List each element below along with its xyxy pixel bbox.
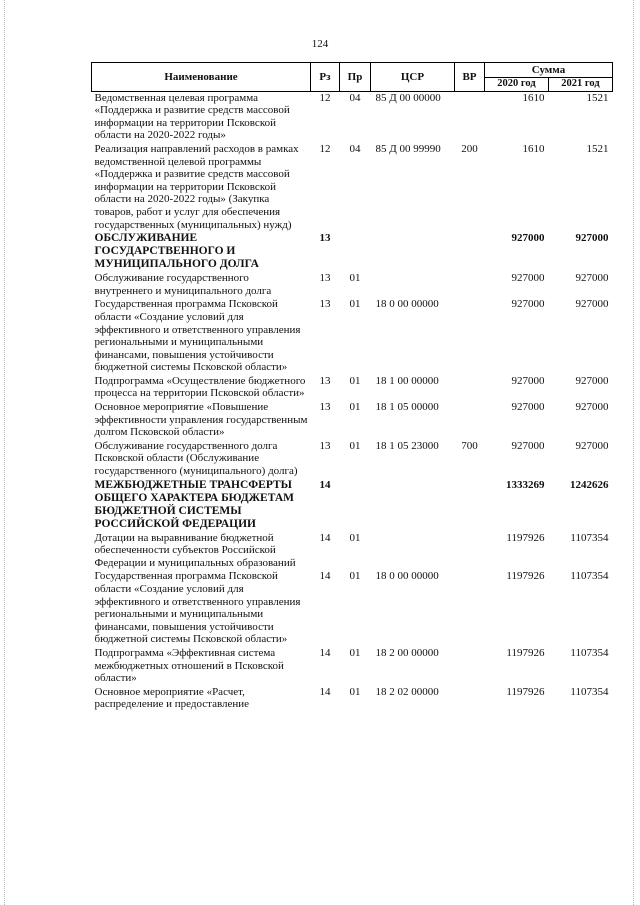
header-csr: ЦСР (371, 63, 455, 92)
row-pr: 01 (349, 531, 361, 544)
row-vr (455, 298, 485, 375)
table-row (92, 532, 613, 571)
row-amount-2021: 1521 (586, 142, 609, 155)
header-year-2020: 2020 год (485, 78, 549, 92)
row-rz: 13 (319, 401, 331, 414)
row-amount-2020: 927000 (511, 298, 545, 311)
table-row (92, 401, 613, 440)
row-csr: 85 Д 00 99990 (375, 142, 441, 155)
row-pr: 01 (349, 646, 361, 659)
budget-table (91, 62, 613, 712)
row-name: Обслуживание государственного внутреннего и муниципального долга (94, 272, 272, 297)
row-amount-2020: 1333269 (506, 478, 545, 491)
row-pr: 04 (349, 142, 361, 155)
row-rz: 13 (319, 232, 331, 245)
row-pr: 01 (349, 685, 361, 698)
row-amount-2020: 1197926 (506, 570, 545, 583)
row-name: Ведомственная целевая программа «Поддержка и развитие средств массовой информации на территории Псковской области на 2020-2022 годы» (94, 91, 290, 142)
header-vr: ВР (455, 63, 485, 92)
row-csr: 18 1 00 00000 (375, 374, 439, 387)
row-csr: 18 2 00 00000 (375, 646, 439, 659)
header-name: Наименование (92, 63, 311, 92)
header-rz: Рз (311, 63, 340, 92)
row-csr: 18 2 02 00000 (375, 685, 439, 698)
row-amount-2021: 927000 (575, 401, 609, 414)
row-rz: 13 (319, 439, 331, 452)
row-amount-2021: 1107354 (570, 531, 609, 544)
scan-edge-left (4, 0, 5, 905)
table-row (92, 570, 613, 647)
row-pr: 01 (349, 272, 361, 285)
row-vr (455, 91, 485, 143)
row-vr (455, 570, 485, 647)
row-rz: 14 (319, 685, 331, 698)
table-row (92, 91, 613, 143)
row-amount-2021: 1521 (586, 91, 609, 104)
row-csr: 18 1 05 00000 (375, 401, 439, 414)
table-row (92, 232, 613, 272)
row-name: Государственная программа Псковской области «Создание условий для эффективного и ответственного управления региональными и муниципальными финансами, повышения устойчивости бюджетной системы Псковской области» (94, 298, 301, 374)
table-body (92, 91, 613, 712)
row-amount-2021: 927000 (575, 439, 609, 452)
header-pr: Пр (340, 63, 371, 92)
row-pr: 01 (349, 298, 361, 311)
row-amount-2021: 927000 (575, 374, 609, 387)
row-vr (455, 401, 485, 440)
row-pr: 04 (349, 91, 361, 104)
row-name: Основное мероприятие «Повышение эффективности управления государственным долгом Псковской области» (94, 401, 308, 439)
scan-edge-right (633, 0, 634, 905)
row-amount-2020: 927000 (511, 374, 545, 387)
row-amount-2020: 927000 (511, 232, 545, 245)
header-sum: Сумма (485, 63, 613, 78)
table-row (92, 647, 613, 686)
row-vr (455, 375, 485, 401)
row-vr (455, 232, 485, 272)
table-row (92, 686, 613, 712)
row-amount-2021: 1107354 (570, 685, 609, 698)
row-rz: 13 (319, 298, 331, 311)
row-rz: 13 (319, 272, 331, 285)
row-amount-2020: 1197926 (506, 531, 545, 544)
row-amount-2021: 927000 (575, 232, 609, 245)
row-rz: 12 (319, 142, 331, 155)
header-year-2021: 2021 год (549, 78, 613, 92)
row-amount-2021: 1107354 (570, 570, 609, 583)
row-vr (455, 532, 485, 571)
row-amount-2020: 1610 (522, 142, 545, 155)
table-row (92, 440, 613, 479)
row-rz: 14 (319, 531, 331, 544)
row-csr: 18 0 00 00000 (375, 298, 439, 311)
row-name: Государственная программа Псковской области «Создание условий для эффективного и ответственного управления региональными и муниципальными финансами, повышения устойчивости бюджетной системы Псковской области» (94, 570, 301, 646)
row-csr: 18 1 05 23000 (375, 439, 439, 452)
table-row (92, 375, 613, 401)
row-amount-2020: 1197926 (506, 646, 545, 659)
row-csr (371, 532, 455, 571)
row-pr: 01 (349, 570, 361, 583)
table-row (92, 143, 613, 232)
row-rz: 14 (319, 478, 331, 491)
row-pr: 01 (349, 401, 361, 414)
table-row (92, 298, 613, 375)
row-csr: 18 0 00 00000 (375, 570, 439, 583)
row-rz: 12 (319, 91, 331, 104)
row-amount-2020: 927000 (511, 272, 545, 285)
table-header (92, 63, 613, 92)
row-name: Обслуживание государственного долга Псковской области (Обслуживание государственного (муниципального) долга) (94, 439, 298, 478)
row-rz: 14 (319, 570, 331, 583)
row-amount-2021: 927000 (575, 298, 609, 311)
row-vr (455, 272, 485, 298)
row-name: Подпрограмма «Эффективная система межбюджетных отношений в Псковской области» (94, 646, 284, 685)
row-pr: 01 (349, 439, 361, 452)
row-vr (455, 479, 485, 532)
row-csr (371, 272, 455, 298)
row-vr: 200 (461, 142, 478, 155)
row-name: Реализация направлений расходов в рамках ведомственной целевой программы «Поддержка и развитие средств массовой информации на территории Псковской области на 2020-2022 годы» (Закупка товаров, работ и услуг для обеспечения государственных (муниципальных) нужд) (94, 142, 299, 231)
row-vr (455, 647, 485, 686)
row-name: ОБСЛУЖИВАНИЕ ГОСУДАРСТВЕННОГО И МУНИЦИПАЛЬНОГО ДОЛГА (94, 232, 259, 271)
row-amount-2020: 927000 (511, 401, 545, 414)
row-csr (371, 479, 455, 532)
row-amount-2021: 1107354 (570, 646, 609, 659)
row-rz: 14 (319, 646, 331, 659)
row-pr (340, 232, 371, 272)
table-row (92, 479, 613, 532)
row-name: Подпрограмма «Осуществление бюджетного процесса на территории Псковской области» (94, 374, 306, 400)
row-name: Основное мероприятие «Расчет, распределение и предоставление (94, 685, 250, 711)
row-amount-2021: 1242626 (570, 478, 609, 491)
table-row (92, 272, 613, 298)
row-csr (371, 232, 455, 272)
row-name: Дотации на выравнивание бюджетной обеспеченности субъектов Российской Федерации и муниципальных образований (94, 531, 296, 569)
row-csr: 85 Д 00 00000 (375, 91, 441, 104)
row-vr (455, 686, 485, 712)
row-amount-2020: 927000 (511, 439, 545, 452)
row-amount-2020: 1197926 (506, 685, 545, 698)
row-vr: 700 (461, 439, 478, 452)
row-name: МЕЖБЮДЖЕТНЫЕ ТРАНСФЕРТЫ ОБЩЕГО ХАРАКТЕРА БЮДЖЕТАМ БЮДЖЕТНОЙ СИСТЕМЫ РОССИЙСКОЙ ФЕДЕРАЦИИ (94, 478, 294, 530)
row-pr: 01 (349, 374, 361, 387)
row-amount-2021: 927000 (575, 272, 609, 285)
row-rz: 13 (319, 374, 331, 387)
row-pr (340, 479, 371, 532)
row-amount-2020: 1610 (522, 91, 545, 104)
page-number: 124 (311, 38, 329, 50)
